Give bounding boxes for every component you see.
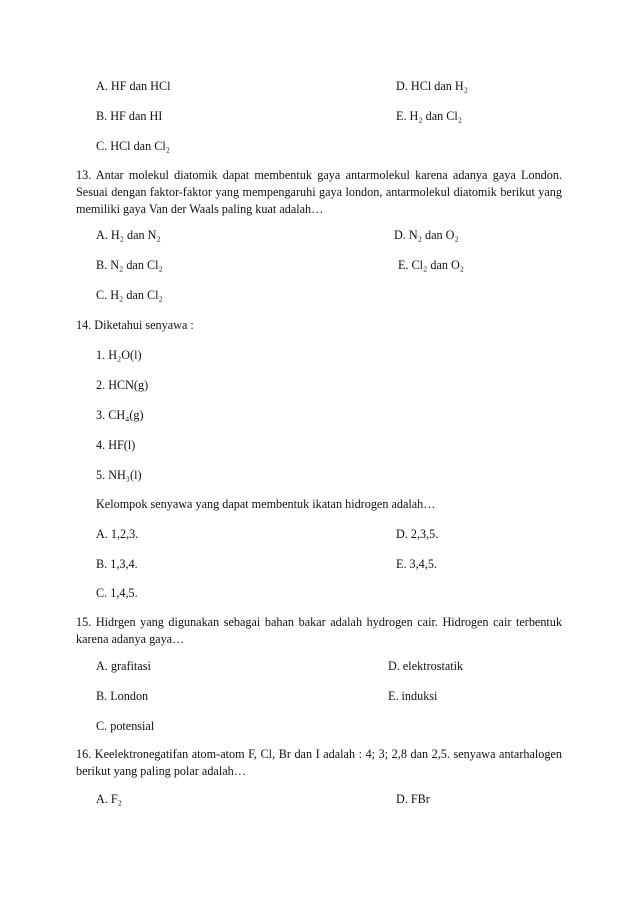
q16-option-d: D. FBr	[396, 792, 430, 806]
q14-item: 4. HF(l)	[96, 438, 136, 452]
q14-item: 2. HCN(g)	[96, 378, 149, 392]
q14-option-a: A. 1,2,3.	[96, 527, 139, 541]
q14-option-c: C. 1,4,5.	[96, 586, 138, 600]
q13-option-c: C. H₂ dan Cl₂	[96, 288, 163, 302]
q14-option-b: B. 1,3,4.	[96, 557, 138, 571]
q13-option-e: E. Cl₂ dan O₂	[398, 258, 465, 272]
q14-prompt: Kelompok senyawa yang dapat membentuk ikatan hidrogen adalah…	[96, 497, 436, 511]
q13-option-b: B. N₂ dan Cl₂	[96, 258, 163, 272]
q15-option-e: E. induksi	[388, 689, 438, 703]
q14-item: 3. CH₄(g)	[96, 408, 144, 422]
q15-option-a: A. grafitasi	[96, 659, 151, 673]
q15-option-c: C. potensial	[96, 719, 155, 733]
q12-option-d: D. HCl dan H₂	[396, 79, 468, 93]
q12-option-c: C. HCl dan Cl₂	[96, 139, 170, 153]
q14-question: 14. Diketahui senyawa :	[76, 318, 194, 332]
q12-option-a: A. HF dan HCl	[96, 79, 171, 93]
q16-question: 16. Keelektronegatifan atom-atom F, Cl, Br dan I adalah : 4; 3; 2,8 dan 2,5. senyawa antarhalogen berikut yang paling polar adalah…	[76, 747, 562, 778]
q12-option-e: E. H₂ dan Cl₂	[396, 109, 463, 123]
q13-option-d: D. N₂ dan O₂	[394, 228, 459, 242]
q14-item: 1. H₂O(l)	[96, 348, 142, 362]
q13-question: 13. Antar molekul diatomik dapat membentuk gaya antarmolekul karena adanya gaya London. Sesuai dengan faktor-faktor yang mempengaruhi gaya london, antarmolekul diatomik berikut yang memiliki gaya Van der Waals paling kuat adalah…	[76, 168, 562, 216]
q16-option-a: A. F₂	[96, 792, 122, 806]
q14-option-e: E. 3,4,5.	[396, 557, 437, 571]
q15-option-d: D. elektrostatik	[388, 659, 464, 673]
q14-item: 5. NH₃(l)	[96, 468, 142, 482]
q15-question: 15. Hidrgen yang digunakan sebagai bahan bakar adalah hydrogen cair. Hidrogen cair terbentuk karena adanya gaya…	[76, 615, 562, 646]
q15-option-b: B. London	[96, 689, 149, 703]
q12-option-b: B. HF dan HI	[96, 109, 163, 123]
q13-option-a: A. H₂ dan N₂	[96, 228, 161, 242]
q14-option-d: D. 2,3,5.	[396, 527, 439, 541]
